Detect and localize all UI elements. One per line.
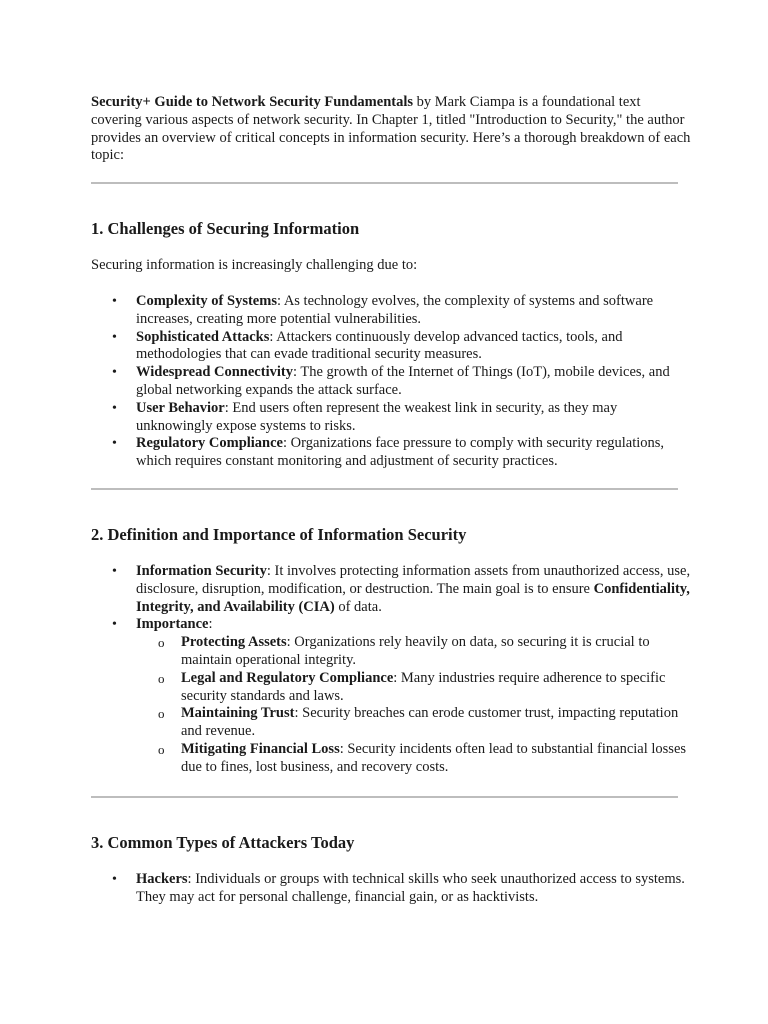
list-item xyxy=(91,871,691,907)
item-text: : Individuals or groups with technical skills who seek unauthorized access to systems. They may act for personal challenge, financial gain, or as hacktivists. xyxy=(136,871,685,905)
definition-list xyxy=(91,563,691,777)
sublist-item xyxy=(136,670,691,706)
item-text: : Many industries require adherence to specific security standards and laws. xyxy=(181,669,666,704)
item-text: : End users often represent the weakest link in security, as they may unknowingly expose systems to risks. xyxy=(136,399,618,434)
list-item xyxy=(91,400,691,436)
divider xyxy=(91,182,678,184)
item-text: : Security incidents often lead to substantial financial losses due to fines, lost business, and recovery costs. xyxy=(181,740,687,775)
section-lead: Securing information is increasingly challenging due to: xyxy=(91,257,418,273)
item-text: : As technology evolves, the complexity of systems and software increases, creating more potential vulnerabilities. xyxy=(136,293,654,327)
list-item xyxy=(91,364,691,400)
item-term: Importance xyxy=(136,616,209,633)
list-item xyxy=(91,616,691,776)
divider xyxy=(91,796,678,798)
cia-term: Confidentiality, Integrity, and Availability (CIA) xyxy=(136,580,690,615)
item-term: Sophisticated Attacks xyxy=(136,328,270,345)
sublist-item xyxy=(136,634,691,670)
item-text: : Attackers continuously develop advanced tactics, tools, and methodologies that can evade traditional security measures. xyxy=(136,328,623,363)
attackers-list xyxy=(91,871,691,907)
intro-paragraph xyxy=(91,94,691,165)
item-term: Regulatory Compliance xyxy=(136,435,283,452)
divider xyxy=(91,488,678,490)
section-heading-challenges: 1. Challenges of Securing Information xyxy=(91,219,360,238)
item-text: : Security breaches can erode customer trust, impacting reputation and revenue. xyxy=(181,705,679,740)
item-colon: : xyxy=(208,616,213,633)
item-term: Maintaining Trust xyxy=(181,705,295,722)
item-term: Hackers xyxy=(136,871,188,887)
item-term: Complexity of Systems xyxy=(136,293,277,309)
list-item xyxy=(91,435,691,471)
item-term: Widespread Connectivity xyxy=(136,364,293,381)
intro-text: by Mark Ciampa is a foundational text covering various aspects of network security. In Chapter 1, titled "Introduction to Security," the author provides an overview of critical concepts in information security. Here’s a thorough breakdown of each topic: xyxy=(91,94,691,164)
list-item xyxy=(91,293,691,329)
book-title: Security+ Guide to Network Security Fundamentals xyxy=(91,94,414,110)
list-item xyxy=(91,563,691,616)
section-heading-attackers: 3. Common Types of Attackers Today xyxy=(91,833,355,852)
section-heading-definition: 2. Definition and Importance of Information Security xyxy=(91,525,467,544)
item-text: : Organizations face pressure to comply with security regulations, which requires constant monitoring and adjustment of security practices. xyxy=(136,435,665,470)
sublist-item xyxy=(136,741,691,777)
item-term: Information Security xyxy=(136,563,267,579)
item-text: : It involves protecting information assets from unauthorized access, use, disclosure, disruption, modification, or destruction. The main goal is to ensure xyxy=(136,563,691,597)
item-text: : Organizations rely heavily on data, so securing it is crucial to maintain operational integrity. xyxy=(181,634,650,668)
sublist-item xyxy=(136,705,691,741)
list-item xyxy=(91,329,691,365)
item-term: Mitigating Financial Loss xyxy=(181,740,340,757)
item-tail: of data. xyxy=(334,598,382,615)
challenges-list xyxy=(91,293,691,471)
item-term: Legal and Regulatory Compliance xyxy=(181,669,394,686)
item-term: User Behavior xyxy=(136,399,225,416)
importance-sublist xyxy=(136,634,691,776)
item-term: Protecting Assets xyxy=(181,634,287,651)
item-text: : The growth of the Internet of Things (IoT), mobile devices, and global networking expands the attack surface. xyxy=(136,364,670,398)
